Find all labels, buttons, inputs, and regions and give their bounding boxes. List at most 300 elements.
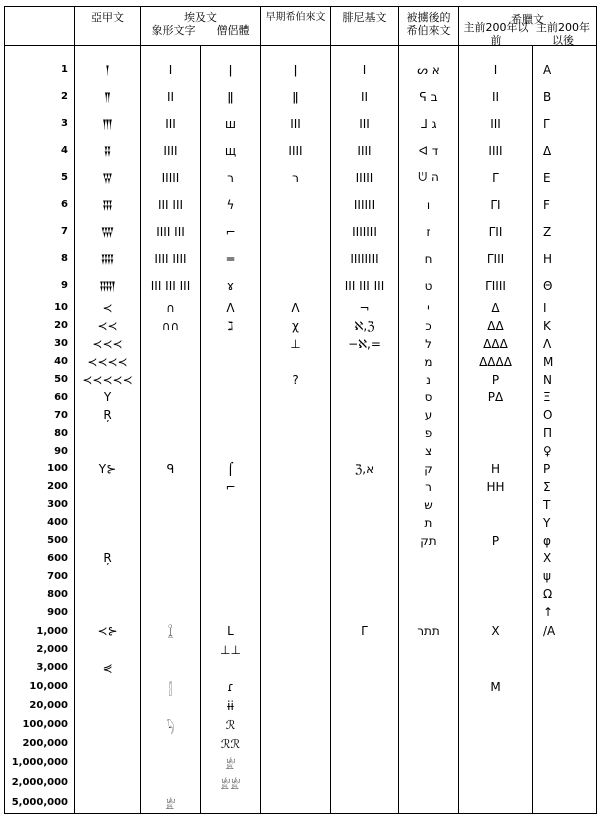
table-row xyxy=(5,773,597,793)
hieratic-cell: ш xyxy=(201,110,261,137)
hieroglyphic-cell: III xyxy=(141,110,201,137)
number-cell: 800 xyxy=(5,585,75,603)
captured-hebrew-cell: ח xyxy=(399,245,459,272)
greek-before-cell: M xyxy=(459,677,533,697)
number-cell: 2,000,000 xyxy=(5,773,75,793)
table-row xyxy=(5,388,597,406)
hieroglyphic-cell xyxy=(141,353,201,371)
aramaic-cell xyxy=(75,753,141,773)
early-hebrew-cell xyxy=(261,191,331,218)
greek-after-cell: K xyxy=(533,317,597,335)
early-hebrew-cell xyxy=(261,753,331,773)
phoenician-cell xyxy=(331,424,399,442)
captured-hebrew-cell: ל xyxy=(399,335,459,353)
hieroglyphic-cell xyxy=(141,567,201,585)
greek-before-cell xyxy=(459,753,533,773)
captured-hebrew-cell: ט xyxy=(399,272,459,299)
phoenician-cell xyxy=(331,677,399,697)
phoenician-cell: −ℵ,= xyxy=(331,335,399,353)
number-cell: 9 xyxy=(5,272,75,299)
greek-before-cell: ΓII xyxy=(459,218,533,245)
phoenician-cell xyxy=(331,585,399,603)
table-row xyxy=(5,460,597,478)
greek-before-cell xyxy=(459,567,533,585)
hieroglyphic-cell xyxy=(141,388,201,406)
early-hebrew-cell xyxy=(261,406,331,424)
early-hebrew-cell: χ xyxy=(261,317,331,335)
aramaic-cell: 𒐊 xyxy=(75,164,141,191)
phoenician-cell xyxy=(331,478,399,496)
captured-hebrew-cell xyxy=(399,549,459,567)
header-early-hebrew-label: 早期希伯來文 xyxy=(265,12,326,23)
aramaic-cell xyxy=(75,567,141,585)
table-row xyxy=(5,641,597,659)
early-hebrew-cell: ⊥ xyxy=(261,335,331,353)
phoenician-cell: I xyxy=(331,46,399,84)
hieratic-cell xyxy=(201,388,261,406)
aramaic-cell xyxy=(75,424,141,442)
captured-hebrew-cell xyxy=(399,773,459,793)
greek-after-cell: A xyxy=(533,46,597,84)
phoenician-cell: ᒥ xyxy=(331,621,399,641)
phoenician-cell xyxy=(331,514,399,532)
table-row xyxy=(5,478,597,496)
captured-hebrew-cell: ת xyxy=(399,514,459,532)
phoenician-cell xyxy=(331,659,399,677)
number-cell: 3 xyxy=(5,110,75,137)
number-cell: 1,000,000 xyxy=(5,753,75,773)
greek-before-cell xyxy=(459,585,533,603)
hieroglyphic-cell xyxy=(141,603,201,621)
aramaic-cell xyxy=(75,585,141,603)
table-row xyxy=(5,677,597,697)
greek-before-cell xyxy=(459,659,533,677)
header-hieratic: 僧侶體 xyxy=(216,24,250,37)
early-hebrew-cell xyxy=(261,659,331,677)
table-row xyxy=(5,567,597,585)
greek-after-cell: T xyxy=(533,496,597,514)
number-cell: 70 xyxy=(5,406,75,424)
number-cell: 1 xyxy=(5,46,75,84)
hieratic-cell: ℛ xyxy=(201,715,261,735)
greek-after-cell xyxy=(533,697,597,715)
hieroglyphic-cell: III III xyxy=(141,191,201,218)
phoenician-cell: II xyxy=(331,83,399,110)
hieroglyphic-cell xyxy=(141,532,201,550)
greek-after-cell: Δ xyxy=(533,137,597,164)
greek-after-cell: M xyxy=(533,353,597,371)
header-greek xyxy=(459,7,597,46)
early-hebrew-cell xyxy=(261,496,331,514)
greek-before-cell: IIII xyxy=(459,137,533,164)
table-row xyxy=(5,697,597,715)
aramaic-cell: 𒐉 xyxy=(75,137,141,164)
hieratic-cell: ⌐ xyxy=(201,218,261,245)
number-cell: 200,000 xyxy=(5,735,75,753)
phoenician-cell: III III III xyxy=(331,272,399,299)
phoenician-cell xyxy=(331,773,399,793)
captured-hebrew-cell xyxy=(399,697,459,715)
table-row xyxy=(5,406,597,424)
early-hebrew-cell xyxy=(261,697,331,715)
aramaic-cell: 𒐈 xyxy=(75,110,141,137)
hieratic-cell xyxy=(201,567,261,585)
aramaic-cell: ≺⊱ xyxy=(75,621,141,641)
table-row xyxy=(5,621,597,641)
aramaic-cell: Y⊱ xyxy=(75,460,141,478)
hieroglyphic-cell xyxy=(141,406,201,424)
hieratic-cell xyxy=(201,549,261,567)
table-row xyxy=(5,353,597,371)
greek-after-cell: Γ xyxy=(533,110,597,137)
aramaic-cell xyxy=(75,641,141,659)
aramaic-cell: 𒐋 xyxy=(75,191,141,218)
header-row xyxy=(5,7,597,46)
captured-hebrew-cell: צ xyxy=(399,442,459,460)
early-hebrew-cell xyxy=(261,388,331,406)
phoenician-cell xyxy=(331,697,399,715)
phoenician-cell xyxy=(331,753,399,773)
captured-hebrew-cell xyxy=(399,753,459,773)
hieroglyphic-cell xyxy=(141,735,201,753)
number-cell: 90 xyxy=(5,442,75,460)
captured-hebrew-cell: ס xyxy=(399,388,459,406)
aramaic-cell xyxy=(75,478,141,496)
greek-before-cell: I xyxy=(459,46,533,84)
hieroglyphic-cell xyxy=(141,585,201,603)
hieroglyphic-cell: ∩ xyxy=(141,299,201,317)
hieratic-cell xyxy=(201,585,261,603)
table-row xyxy=(5,110,597,137)
hieratic-cell xyxy=(201,335,261,353)
header-greek-before: 主前200年以前 xyxy=(463,21,529,47)
hieroglyphic-cell xyxy=(141,697,201,715)
greek-before-cell xyxy=(459,735,533,753)
hieroglyphic-cell xyxy=(141,496,201,514)
greek-after-cell: Π xyxy=(533,424,597,442)
hieratic-cell xyxy=(201,353,261,371)
early-hebrew-cell xyxy=(261,424,331,442)
captured-hebrew-cell xyxy=(399,585,459,603)
early-hebrew-cell xyxy=(261,532,331,550)
hieratic-cell xyxy=(201,406,261,424)
number-cell: 100 xyxy=(5,460,75,478)
greek-after-cell: F xyxy=(533,191,597,218)
early-hebrew-cell xyxy=(261,549,331,567)
number-cell: 20 xyxy=(5,317,75,335)
hieratic-cell: ɾ xyxy=(201,677,261,697)
table-row xyxy=(5,715,597,735)
hieroglyphic-cell xyxy=(141,753,201,773)
header-hieroglyphic: 象形文字 xyxy=(151,24,196,37)
header-greek-label: 希臘文 xyxy=(511,13,544,26)
hieratic-cell: ɤ xyxy=(201,272,261,299)
greek-before-cell: Δ xyxy=(459,299,533,317)
greek-after-cell: Λ xyxy=(533,335,597,353)
aramaic-cell xyxy=(75,715,141,735)
phoenician-cell: ¬ xyxy=(331,299,399,317)
greek-after-cell xyxy=(533,735,597,753)
number-cell: 700 xyxy=(5,567,75,585)
captured-hebrew-cell: ו xyxy=(399,191,459,218)
table-row xyxy=(5,371,597,389)
number-cell: 60 xyxy=(5,388,75,406)
hieroglyphic-cell: IIII IIII xyxy=(141,245,201,272)
hieratic-cell: Λ xyxy=(201,299,261,317)
hieroglyphic-cell xyxy=(141,424,201,442)
number-cell: 400 xyxy=(5,514,75,532)
table-row xyxy=(5,735,597,753)
table-row xyxy=(5,659,597,677)
early-hebrew-cell xyxy=(261,735,331,753)
greek-before-cell xyxy=(459,715,533,735)
greek-before-cell xyxy=(459,549,533,567)
early-hebrew-cell xyxy=(261,621,331,641)
greek-after-cell: Θ xyxy=(533,272,597,299)
number-cell: 2 xyxy=(5,83,75,110)
greek-after-cell xyxy=(533,793,597,814)
hieratic-cell: ǀ xyxy=(201,46,261,84)
greek-before-cell: ΓIII xyxy=(459,245,533,272)
hieroglyphic-cell xyxy=(141,371,201,389)
table-row xyxy=(5,83,597,110)
hieratic-cell xyxy=(201,532,261,550)
early-hebrew-cell xyxy=(261,442,331,460)
hieratic-cell: ɨɨ xyxy=(201,697,261,715)
greek-after-cell: N xyxy=(533,371,597,389)
hieroglyphic-cell: III III III xyxy=(141,272,201,299)
number-cell: 500 xyxy=(5,532,75,550)
number-cell: 80 xyxy=(5,424,75,442)
captured-hebrew-cell: כ xyxy=(399,317,459,335)
hieroglyphic-cell xyxy=(141,514,201,532)
hieratic-cell: ⌠ xyxy=(201,460,261,478)
hieratic-cell: ר xyxy=(201,164,261,191)
phoenician-cell xyxy=(331,388,399,406)
early-hebrew-cell xyxy=(261,218,331,245)
captured-hebrew-cell: ᕋ ב xyxy=(399,83,459,110)
hieratic-cell: ϟ xyxy=(201,191,261,218)
greek-before-cell xyxy=(459,424,533,442)
number-cell: 900 xyxy=(5,603,75,621)
greek-before-cell xyxy=(459,496,533,514)
phoenician-cell xyxy=(331,549,399,567)
number-cell: 100,000 xyxy=(5,715,75,735)
captured-hebrew-cell: ע xyxy=(399,406,459,424)
aramaic-cell xyxy=(75,773,141,793)
captured-hebrew-cell: ᔕ א xyxy=(399,46,459,84)
phoenician-cell xyxy=(331,567,399,585)
early-hebrew-cell: ǀ xyxy=(261,46,331,84)
hieroglyphic-cell xyxy=(141,335,201,353)
header-number xyxy=(5,7,75,46)
early-hebrew-cell: ǁ xyxy=(261,83,331,110)
table-row xyxy=(5,335,597,353)
table-row xyxy=(5,424,597,442)
phoenician-cell xyxy=(331,353,399,371)
table-row xyxy=(5,164,597,191)
hieroglyphic-cell: 𓂭 xyxy=(141,677,201,697)
hieratic-cell xyxy=(201,371,261,389)
phoenician-cell: IIIIIII xyxy=(331,218,399,245)
captured-hebrew-cell: פ xyxy=(399,424,459,442)
phoenician-cell xyxy=(331,735,399,753)
table-row xyxy=(5,46,597,84)
number-cell: 3,000 xyxy=(5,659,75,677)
hieratic-cell xyxy=(201,442,261,460)
greek-after-cell: φ xyxy=(533,532,597,550)
number-cell: 50 xyxy=(5,371,75,389)
table-row xyxy=(5,218,597,245)
early-hebrew-cell xyxy=(261,478,331,496)
captured-hebrew-cell: מ xyxy=(399,353,459,371)
greek-after-cell: /A xyxy=(533,621,597,641)
greek-before-cell: II xyxy=(459,83,533,110)
number-cell: 5 xyxy=(5,164,75,191)
greek-before-cell xyxy=(459,442,533,460)
hieratic-cell xyxy=(201,424,261,442)
captured-hebrew-cell: ᒧ ג xyxy=(399,110,459,137)
phoenician-cell: ℵ,ℨ xyxy=(331,317,399,335)
captured-hebrew-cell: ᕫ ה xyxy=(399,164,459,191)
greek-before-cell: ΔΔΔ xyxy=(459,335,533,353)
aramaic-cell: Ŗ xyxy=(75,549,141,567)
phoenician-cell: IIII xyxy=(331,137,399,164)
captured-hebrew-cell: ר xyxy=(399,478,459,496)
greek-after-cell: Ξ xyxy=(533,388,597,406)
early-hebrew-cell xyxy=(261,585,331,603)
phoenician-cell: IIIII xyxy=(331,164,399,191)
greek-after-cell: ψ xyxy=(533,567,597,585)
hieratic-cell: щ xyxy=(201,137,261,164)
number-cell: 5,000,000 xyxy=(5,793,75,814)
greek-after-cell: I xyxy=(533,299,597,317)
phoenician-cell: III xyxy=(331,110,399,137)
captured-hebrew-cell xyxy=(399,603,459,621)
header-early-hebrew xyxy=(261,7,331,46)
number-cell: 30 xyxy=(5,335,75,353)
early-hebrew-cell: IIII xyxy=(261,137,331,164)
header-greek-after: 主前200年以後 xyxy=(536,21,590,47)
table-row xyxy=(5,514,597,532)
greek-before-cell xyxy=(459,773,533,793)
hieroglyphic-cell xyxy=(141,641,201,659)
aramaic-cell xyxy=(75,677,141,697)
greek-before-cell xyxy=(459,697,533,715)
aramaic-cell: 𒐎 xyxy=(75,272,141,299)
greek-before-cell: Ρ xyxy=(459,532,533,550)
greek-after-cell: Ω xyxy=(533,585,597,603)
number-cell: 10,000 xyxy=(5,677,75,697)
aramaic-cell: ≺≺≺ xyxy=(75,335,141,353)
early-hebrew-cell xyxy=(261,353,331,371)
number-cell: 8 xyxy=(5,245,75,272)
table-row xyxy=(5,137,597,164)
phoenician-cell: ℨ,א xyxy=(331,460,399,478)
phoenician-cell xyxy=(331,641,399,659)
greek-after-cell: P xyxy=(533,460,597,478)
phoenician-cell xyxy=(331,715,399,735)
table-body xyxy=(5,46,597,814)
hieroglyphic-cell: ᑫ xyxy=(141,460,201,478)
greek-after-cell: Y xyxy=(533,514,597,532)
header-egyptian-label: 埃及文 xyxy=(184,11,217,24)
number-cell: 10 xyxy=(5,299,75,317)
phoenician-cell xyxy=(331,371,399,389)
early-hebrew-cell xyxy=(261,460,331,478)
greek-before-cell xyxy=(459,406,533,424)
number-cell: 40 xyxy=(5,353,75,371)
early-hebrew-cell xyxy=(261,272,331,299)
numeral-systems-table xyxy=(4,6,597,814)
aramaic-cell: ≺≺≺≺ xyxy=(75,353,141,371)
hieratic-cell xyxy=(201,514,261,532)
hieroglyphic-cell xyxy=(141,659,201,677)
table-row xyxy=(5,585,597,603)
hieratic-cell: ᒪ xyxy=(201,621,261,641)
early-hebrew-cell xyxy=(261,677,331,697)
phoenician-cell: IIIIIIII xyxy=(331,245,399,272)
early-hebrew-cell: III xyxy=(261,110,331,137)
hieratic-cell xyxy=(201,603,261,621)
aramaic-cell xyxy=(75,496,141,514)
hieratic-cell: ǁ xyxy=(201,83,261,110)
early-hebrew-cell: ? xyxy=(261,371,331,389)
greek-after-cell: X xyxy=(533,549,597,567)
aramaic-cell: ≺ xyxy=(75,299,141,317)
hieratic-cell: 𓁨𓁨 xyxy=(201,773,261,793)
greek-after-cell: B xyxy=(533,83,597,110)
aramaic-cell: 𒁹 xyxy=(75,46,141,84)
hieratic-cell: ═ xyxy=(201,245,261,272)
greek-before-cell: Ρ xyxy=(459,371,533,389)
hieroglyphic-cell xyxy=(141,442,201,460)
table-row xyxy=(5,299,597,317)
greek-before-cell xyxy=(459,793,533,814)
aramaic-cell: Ŗ xyxy=(75,406,141,424)
early-hebrew-cell xyxy=(261,567,331,585)
early-hebrew-cell xyxy=(261,773,331,793)
captured-hebrew-cell xyxy=(399,641,459,659)
greek-before-cell: HH xyxy=(459,478,533,496)
hieroglyphic-cell: ∩∩ xyxy=(141,317,201,335)
greek-after-cell: E xyxy=(533,164,597,191)
hieratic-cell: ⌐ xyxy=(201,478,261,496)
hieroglyphic-cell xyxy=(141,773,201,793)
aramaic-cell: ≺≺ xyxy=(75,317,141,335)
greek-before-cell: III xyxy=(459,110,533,137)
header-egyptian-subheads xyxy=(141,24,260,37)
table-row xyxy=(5,317,597,335)
greek-after-cell xyxy=(533,677,597,697)
table-row xyxy=(5,272,597,299)
captured-hebrew-cell: תתר xyxy=(399,621,459,641)
number-cell: 7 xyxy=(5,218,75,245)
aramaic-cell: ⋞ xyxy=(75,659,141,677)
greek-after-cell: Σ xyxy=(533,478,597,496)
phoenician-cell xyxy=(331,793,399,814)
greek-before-cell: ΓI xyxy=(459,191,533,218)
hieroglyphic-cell xyxy=(141,478,201,496)
captured-hebrew-cell xyxy=(399,715,459,735)
hieratic-cell xyxy=(201,793,261,814)
hieratic-cell xyxy=(201,496,261,514)
aramaic-cell: 𒐌 xyxy=(75,218,141,245)
table-row xyxy=(5,793,597,814)
greek-before-cell xyxy=(459,514,533,532)
captured-hebrew-cell: ᐊ ד xyxy=(399,137,459,164)
captured-hebrew-cell xyxy=(399,567,459,585)
